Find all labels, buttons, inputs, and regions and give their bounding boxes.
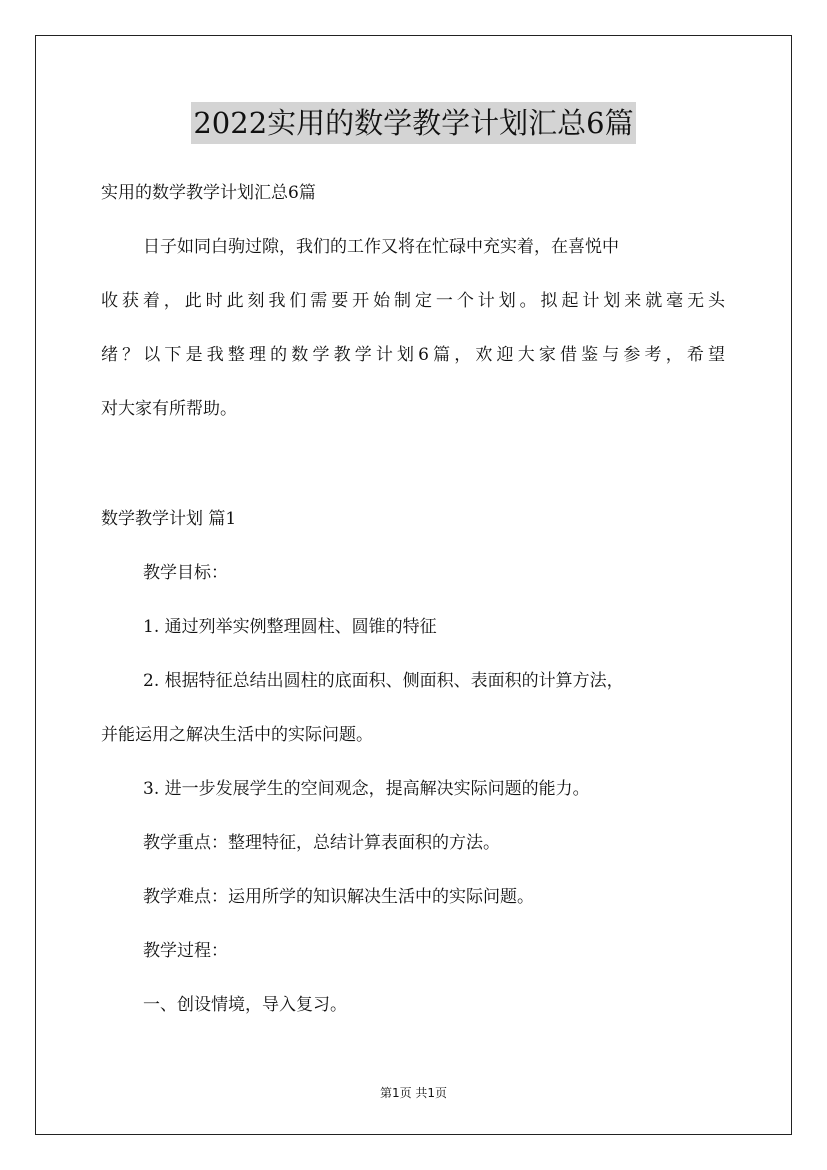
section-heading: 数学教学计划 篇1	[101, 509, 237, 529]
document-title-wrapper	[0, 102, 827, 144]
key-point: 教学重点：整理特征，总结计算表面积的方法。	[143, 833, 500, 853]
document-title: 2022实用的数学教学计划汇总6篇	[191, 102, 635, 144]
objective-2-line-1: 2. 根据特征总结出圆柱的底面积、侧面积、表面积的计算方法，	[143, 671, 624, 691]
objective-3: 3. 进一步发展学生的空间观念，提高解决实际问题的能力。	[143, 779, 590, 799]
objective-2-line-2: 并能运用之解决生活中的实际问题。	[101, 725, 373, 745]
page-footer: 第1页 共1页	[379, 1086, 448, 1100]
intro-line-3: 绪？以下是我整理的数学教学计划6篇，欢迎大家借鉴与参考，希望	[101, 345, 725, 365]
process-step-1: 一、创设情境，导入复习。	[143, 995, 347, 1015]
intro-line-2: 收获着，此时此刻我们需要开始制定一个计划。拟起计划来就毫无头	[101, 291, 725, 311]
objectives-label: 教学目标：	[143, 563, 228, 583]
objective-1: 1. 通过列举实例整理圆柱、圆锥的特征	[143, 617, 437, 637]
intro-line-4: 对大家有所帮助。	[101, 399, 237, 419]
difficult-point: 教学难点：运用所学的知识解决生活中的实际问题。	[143, 887, 534, 907]
intro-line-1: 日子如同白驹过隙，我们的工作又将在忙碌中充实着，在喜悦中	[143, 237, 619, 257]
process-label: 教学过程：	[143, 941, 228, 961]
subtitle: 实用的数学教学计划汇总6篇	[101, 183, 316, 203]
